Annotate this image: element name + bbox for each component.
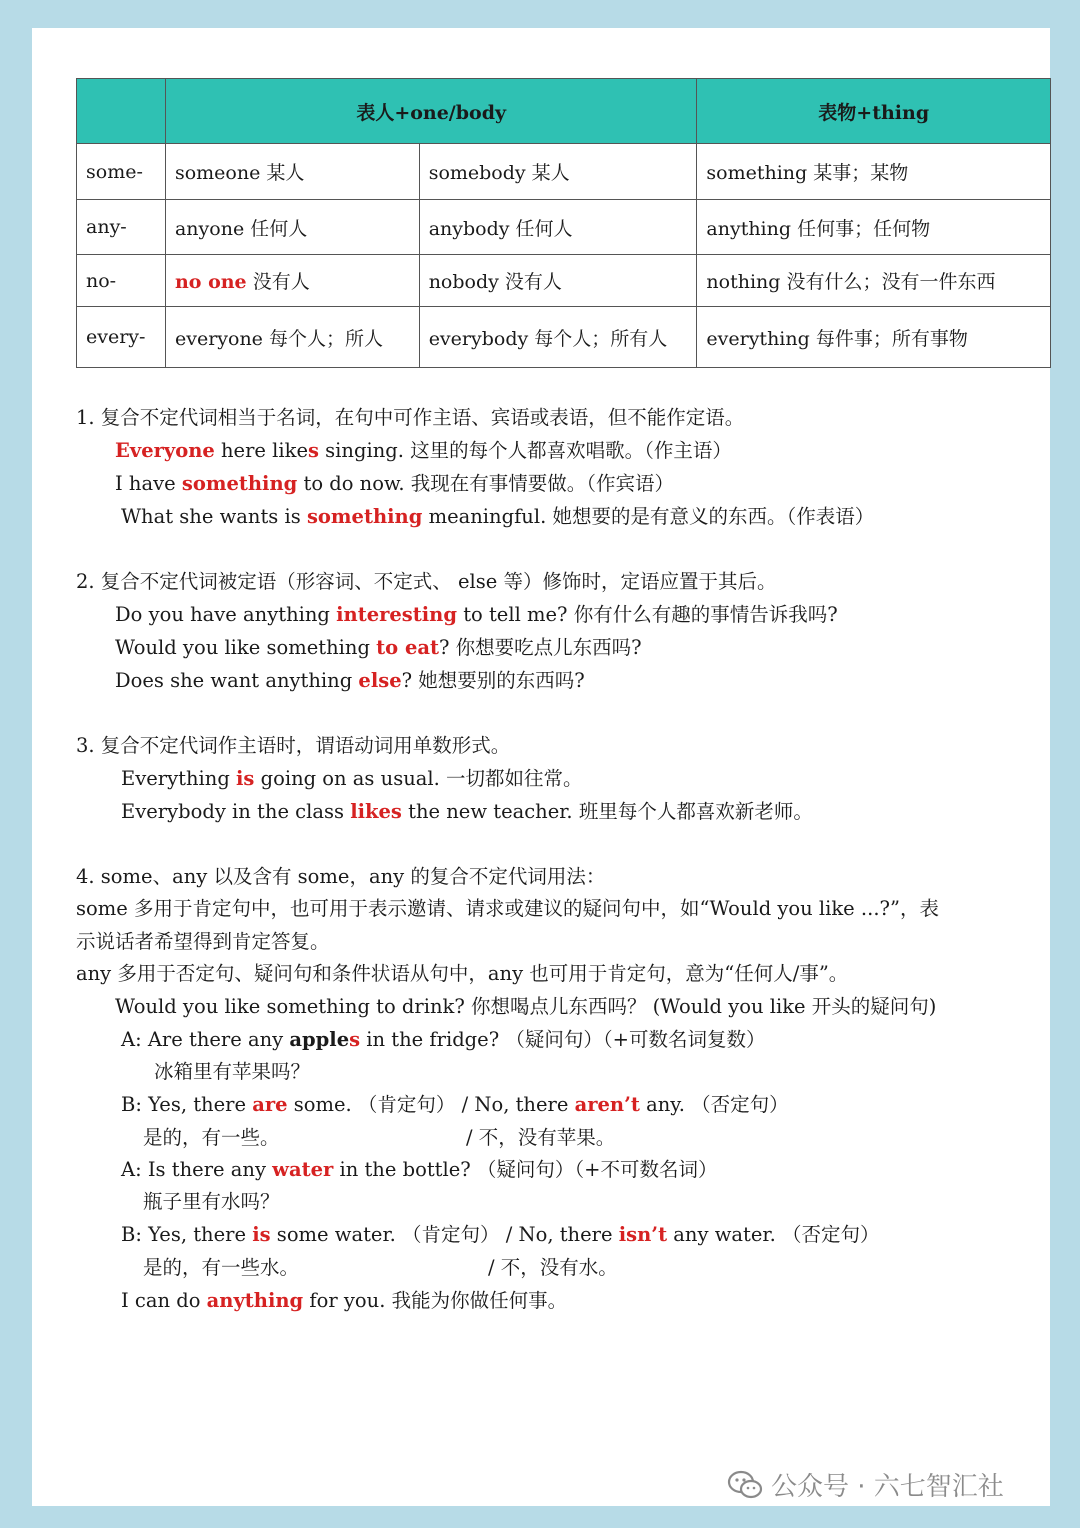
plain-text: B: Yes, there [121,1223,253,1246]
translation-line: 冰箱里有苹果吗？ [154,1060,311,1083]
translation-line: 瓶子里有水吗？ [143,1190,280,1213]
translation-line: / 不，没有苹果。 [466,1126,616,1149]
highlight-word: to eat [376,636,439,659]
dialogue-line [121,1221,879,1249]
highlight-word: something [306,505,423,528]
paragraph-line: some 多用于肯定句中，也可用于表示邀请、请求或建议的疑问句中，如“Would you like ...?”，表 [76,897,939,920]
plain-text: in the fridge? （疑问句）（+可数名词复数） [360,1028,766,1051]
prefix-cell: every- [77,307,166,368]
body-cell: everybody 每个人；所有人 [419,307,697,368]
plain-text: going on as usual. 一切都如往常。 [254,767,583,790]
cell-text: 没有人 [246,271,310,293]
translation-line: 是的，有一些。 [143,1126,280,1149]
example-sentence [115,470,674,498]
highlight-word: s [349,1028,361,1051]
thing-cell: anything 任何事；任何物 [697,200,1051,255]
plain-text: here like [214,439,308,462]
plain-text: any water. （否定句） [667,1223,880,1246]
paragraph-line: 示说话者希望得到肯定答复。 [76,930,330,953]
example-sentence [115,601,838,629]
pronoun-table [76,78,1051,368]
plain-text: Everything [121,767,237,790]
table-header-row [77,79,1051,144]
plain-text: Everybody in the class [121,800,351,823]
example-sentence [121,798,813,826]
one-cell: anyone 任何人 [165,200,419,255]
highlight-word: else [358,669,402,692]
translation-line: / 不，没有水。 [488,1256,618,1279]
example-sentence [121,503,874,531]
one-cell: everyone 每个人；所人 [165,307,419,368]
highlight-word: Everyone [115,439,215,462]
table-row [77,200,1051,255]
body-cell: nobody 没有人 [419,255,697,307]
one-cell [165,255,419,307]
plain-text: to do now. 我现在有事情要做。（作宾语） [297,472,674,495]
body-cell: somebody 某人 [419,144,697,200]
example-sentence [115,634,642,662]
dialogue-line [121,1026,765,1054]
highlight-word: isn’t [618,1223,668,1246]
header-blank [77,79,166,144]
highlight-word: anything [206,1289,304,1312]
plain-text: I can do [121,1289,207,1312]
table-row [77,255,1051,307]
plain-text: some water. （肯定句） / No, there [270,1223,619,1246]
plain-text: meaningful. 她想要的是有意义的东西。（作表语） [422,505,875,528]
rule-1-title: 1. 复合不定代词相当于名词，在句中可作主语、宾语或表语，但不能作定语。 [76,406,745,429]
table-row [77,307,1051,368]
plain-text: A: Is there any [121,1158,273,1181]
plain-text: in the bottle? （疑问句）（+不可数名词） [333,1158,718,1181]
body-cell: anybody 任何人 [419,200,697,255]
translation-line: 是的，有一些水。 [143,1256,300,1279]
plain-text: What she wants is [121,505,307,528]
wechat-icon [727,1470,763,1500]
bold-word: apple [289,1028,350,1051]
plain-text: some. （肯定句） / No, there [287,1093,575,1116]
thing-cell: everything 每件事；所有事物 [697,307,1051,368]
plain-text: any. （否定句） [639,1093,789,1116]
highlight-word: s [307,439,319,462]
thing-cell: nothing 没有什么；没有一件东西 [697,255,1051,307]
prefix-cell: any- [77,200,166,255]
table-row [77,144,1051,200]
highlight-word: is [252,1223,271,1246]
plain-text: Would you like something [115,636,377,659]
plain-text: ? 她想要别的东西吗? [401,669,585,692]
example-sentence: Would you like something to drink? 你想喝点儿东西吗？ (Would you like 开头的疑问句) [115,995,937,1018]
plain-text: A: Are there any [121,1028,290,1051]
highlight-word: likes [350,800,402,823]
plain-text: Do you have anything [115,603,337,626]
paragraph-line: any 多用于否定句、疑问句和条件状语从句中，any 也可用于肯定句，意为“任何人/事”。 [76,962,849,985]
plain-text: singing. 这里的每个人都喜欢唱歌。（作主语） [318,439,732,462]
worksheet-page [32,28,1050,1506]
dialogue-line [121,1156,718,1184]
one-cell: someone 某人 [165,144,419,200]
highlight-word: are [252,1093,288,1116]
prefix-cell: no- [77,255,166,307]
highlight-word: water [272,1158,334,1181]
highlight-word: interesting [336,603,457,626]
example-sentence [115,667,585,695]
watermark-text: 公众号 · 六七智汇社 [771,1472,1004,1502]
example-sentence [121,1287,567,1315]
header-person: 表人+one/body [165,79,696,144]
watermark [727,1466,1004,1503]
highlight-word: no one [174,271,247,293]
plain-text: the new teacher. 班里每个人都喜欢新老师。 [401,800,813,823]
rule-2-title: 2. 复合不定代词被定语（形容词、不定式、 else 等）修饰时，定语应置于其后。 [76,570,777,593]
example-sentence [115,437,732,465]
highlight-word: something [181,472,298,495]
plain-text: to tell me? 你有什么有趣的事情告诉我吗? [457,603,838,626]
header-thing: 表物+thing [697,79,1051,144]
dialogue-line [121,1091,789,1119]
rule-3-title: 3. 复合不定代词作主语时，谓语动词用单数形式。 [76,734,511,757]
example-sentence [121,765,583,793]
thing-cell: something 某事；某物 [697,144,1051,200]
highlight-word: aren’t [574,1093,640,1116]
rule-4-title: 4. some、any 以及含有 some，any 的复合不定代词用法： [76,865,606,888]
plain-text: for you. 我能为你做任何事。 [303,1289,568,1312]
plain-text: Does she want anything [115,669,359,692]
plain-text: B: Yes, there [121,1093,253,1116]
plain-text: I have [115,472,182,495]
plain-text: ? 你想要吃点儿东西吗? [439,636,642,659]
highlight-word: is [236,767,255,790]
prefix-cell: some- [77,144,166,200]
